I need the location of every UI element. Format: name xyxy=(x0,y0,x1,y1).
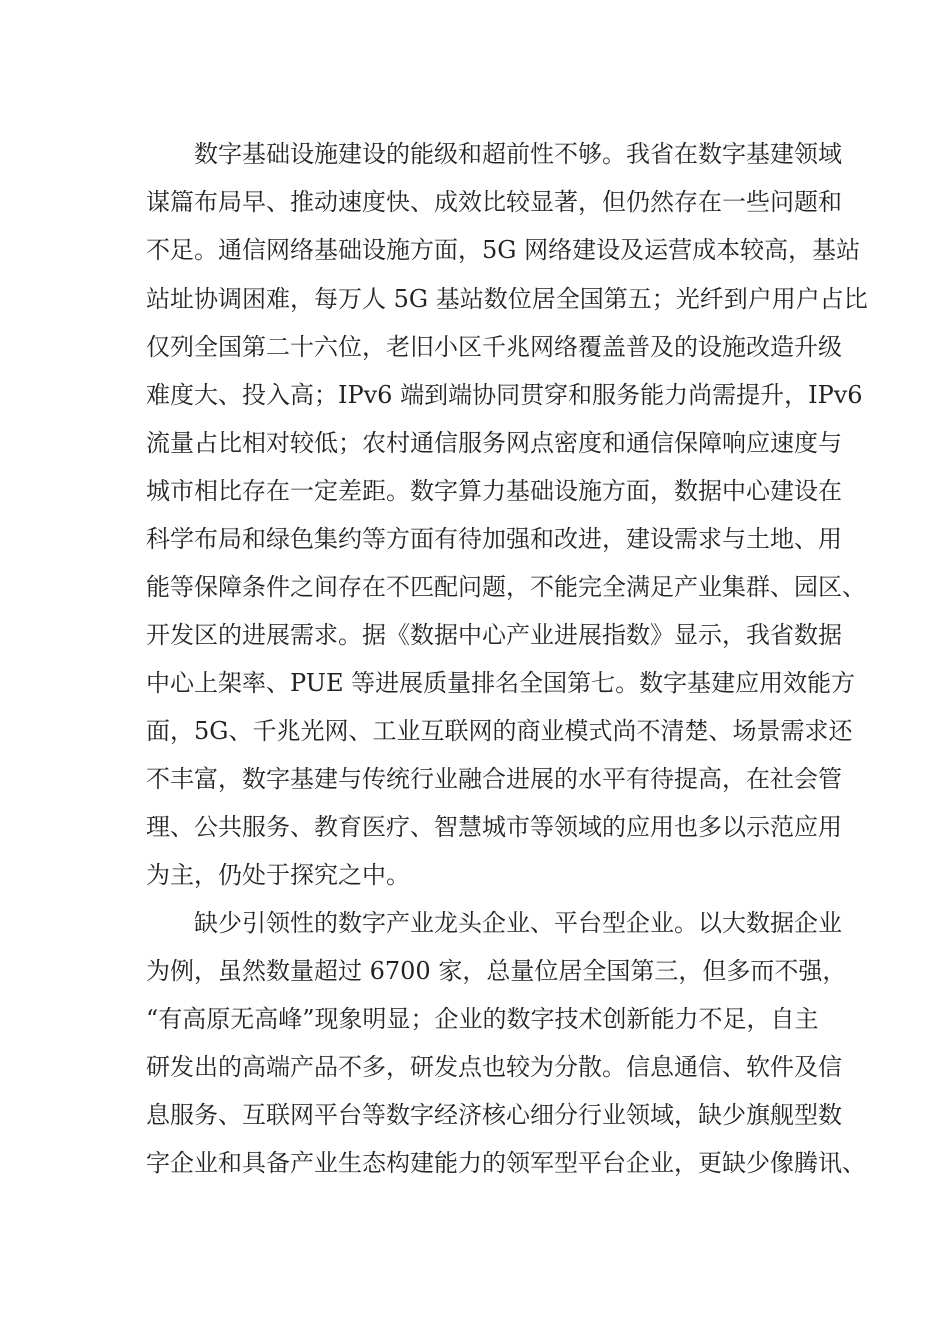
paragraph-1-line: 面，5G、千兆光网、工业互联网的商业模式尚不清楚、场景需求还 xyxy=(146,717,853,745)
paragraph-2-line: 研发出的高端产品不多，研发点也较为分散。信息通信、软件及信 xyxy=(146,1053,842,1081)
paragraph-2-line: 字企业和具备产业生态构建能力的领军型平台企业，更缺少像腾讯、 xyxy=(146,1149,866,1177)
paragraph-1-line: 谋篇布局早、推动速度快、成效比较显著，但仍然存在一些问题和 xyxy=(146,188,842,216)
paragraph-1-line: 仅列全国第二十六位，老旧小区千兆网络覆盖普及的设施改造升级 xyxy=(146,333,842,361)
paragraph-1-line: 不丰富，数字基建与传统行业融合进展的水平有待提高，在社会管 xyxy=(146,765,842,793)
paragraph-1-line: 流量占比相对较低；农村通信服务网点密度和通信保障响应速度与 xyxy=(146,429,842,457)
paragraph-1-line: 理、公共服务、教育医疗、智慧城市等领域的应用也多以示范应用 xyxy=(146,813,842,841)
paragraph-2-line: 缺少引领性的数字产业龙头企业、平台型企业。以大数据企业 xyxy=(194,909,842,937)
paragraph-2-line: 为例，虽然数量超过 6700 家，总量位居全国第三，但多而不强， xyxy=(146,957,847,985)
paragraph-1-line: 不足。通信网络基础设施方面，5G 网络建设及运营成本较高，基站 xyxy=(146,236,861,264)
paragraph-1-line: 站址协调困难，每万人 5G 基站数位居全国第五；光纤到户用户占比 xyxy=(146,285,868,313)
paragraph-1-line: 难度大、投入高；IPv6 端到端协同贯穿和服务能力尚需提升，IPv6 xyxy=(146,381,863,409)
paragraph-1-line: 科学布局和绿色集约等方面有待加强和改进，建设需求与土地、用 xyxy=(146,525,842,553)
paragraph-1-line: 中心上架率、PUE 等进展质量排名全国第七。数字基建应用效能方 xyxy=(146,669,856,697)
paragraph-1-line: 城市相比存在一定差距。数字算力基础设施方面，数据中心建设在 xyxy=(146,477,842,505)
paragraph-1-line: 数字基础设施建设的能级和超前性不够。我省在数字基建领域 xyxy=(194,140,842,168)
paragraph-1-line: 开发区的进展需求。据《数据中心产业进展指数》显示，我省数据 xyxy=(146,621,842,649)
paragraph-2-line: “有高原无高峰”现象明显；企业的数字技术创新能力不足，自主 xyxy=(146,1005,819,1033)
paragraph-1-line: 能等保障条件之间存在不匹配问题，不能完全满足产业集群、园区、 xyxy=(146,573,866,601)
paragraph-1-line: 为主，仍处于探究之中。 xyxy=(146,861,410,889)
paragraph-2-line: 息服务、互联网平台等数字经济核心细分行业领域，缺少旗舰型数 xyxy=(146,1101,842,1129)
